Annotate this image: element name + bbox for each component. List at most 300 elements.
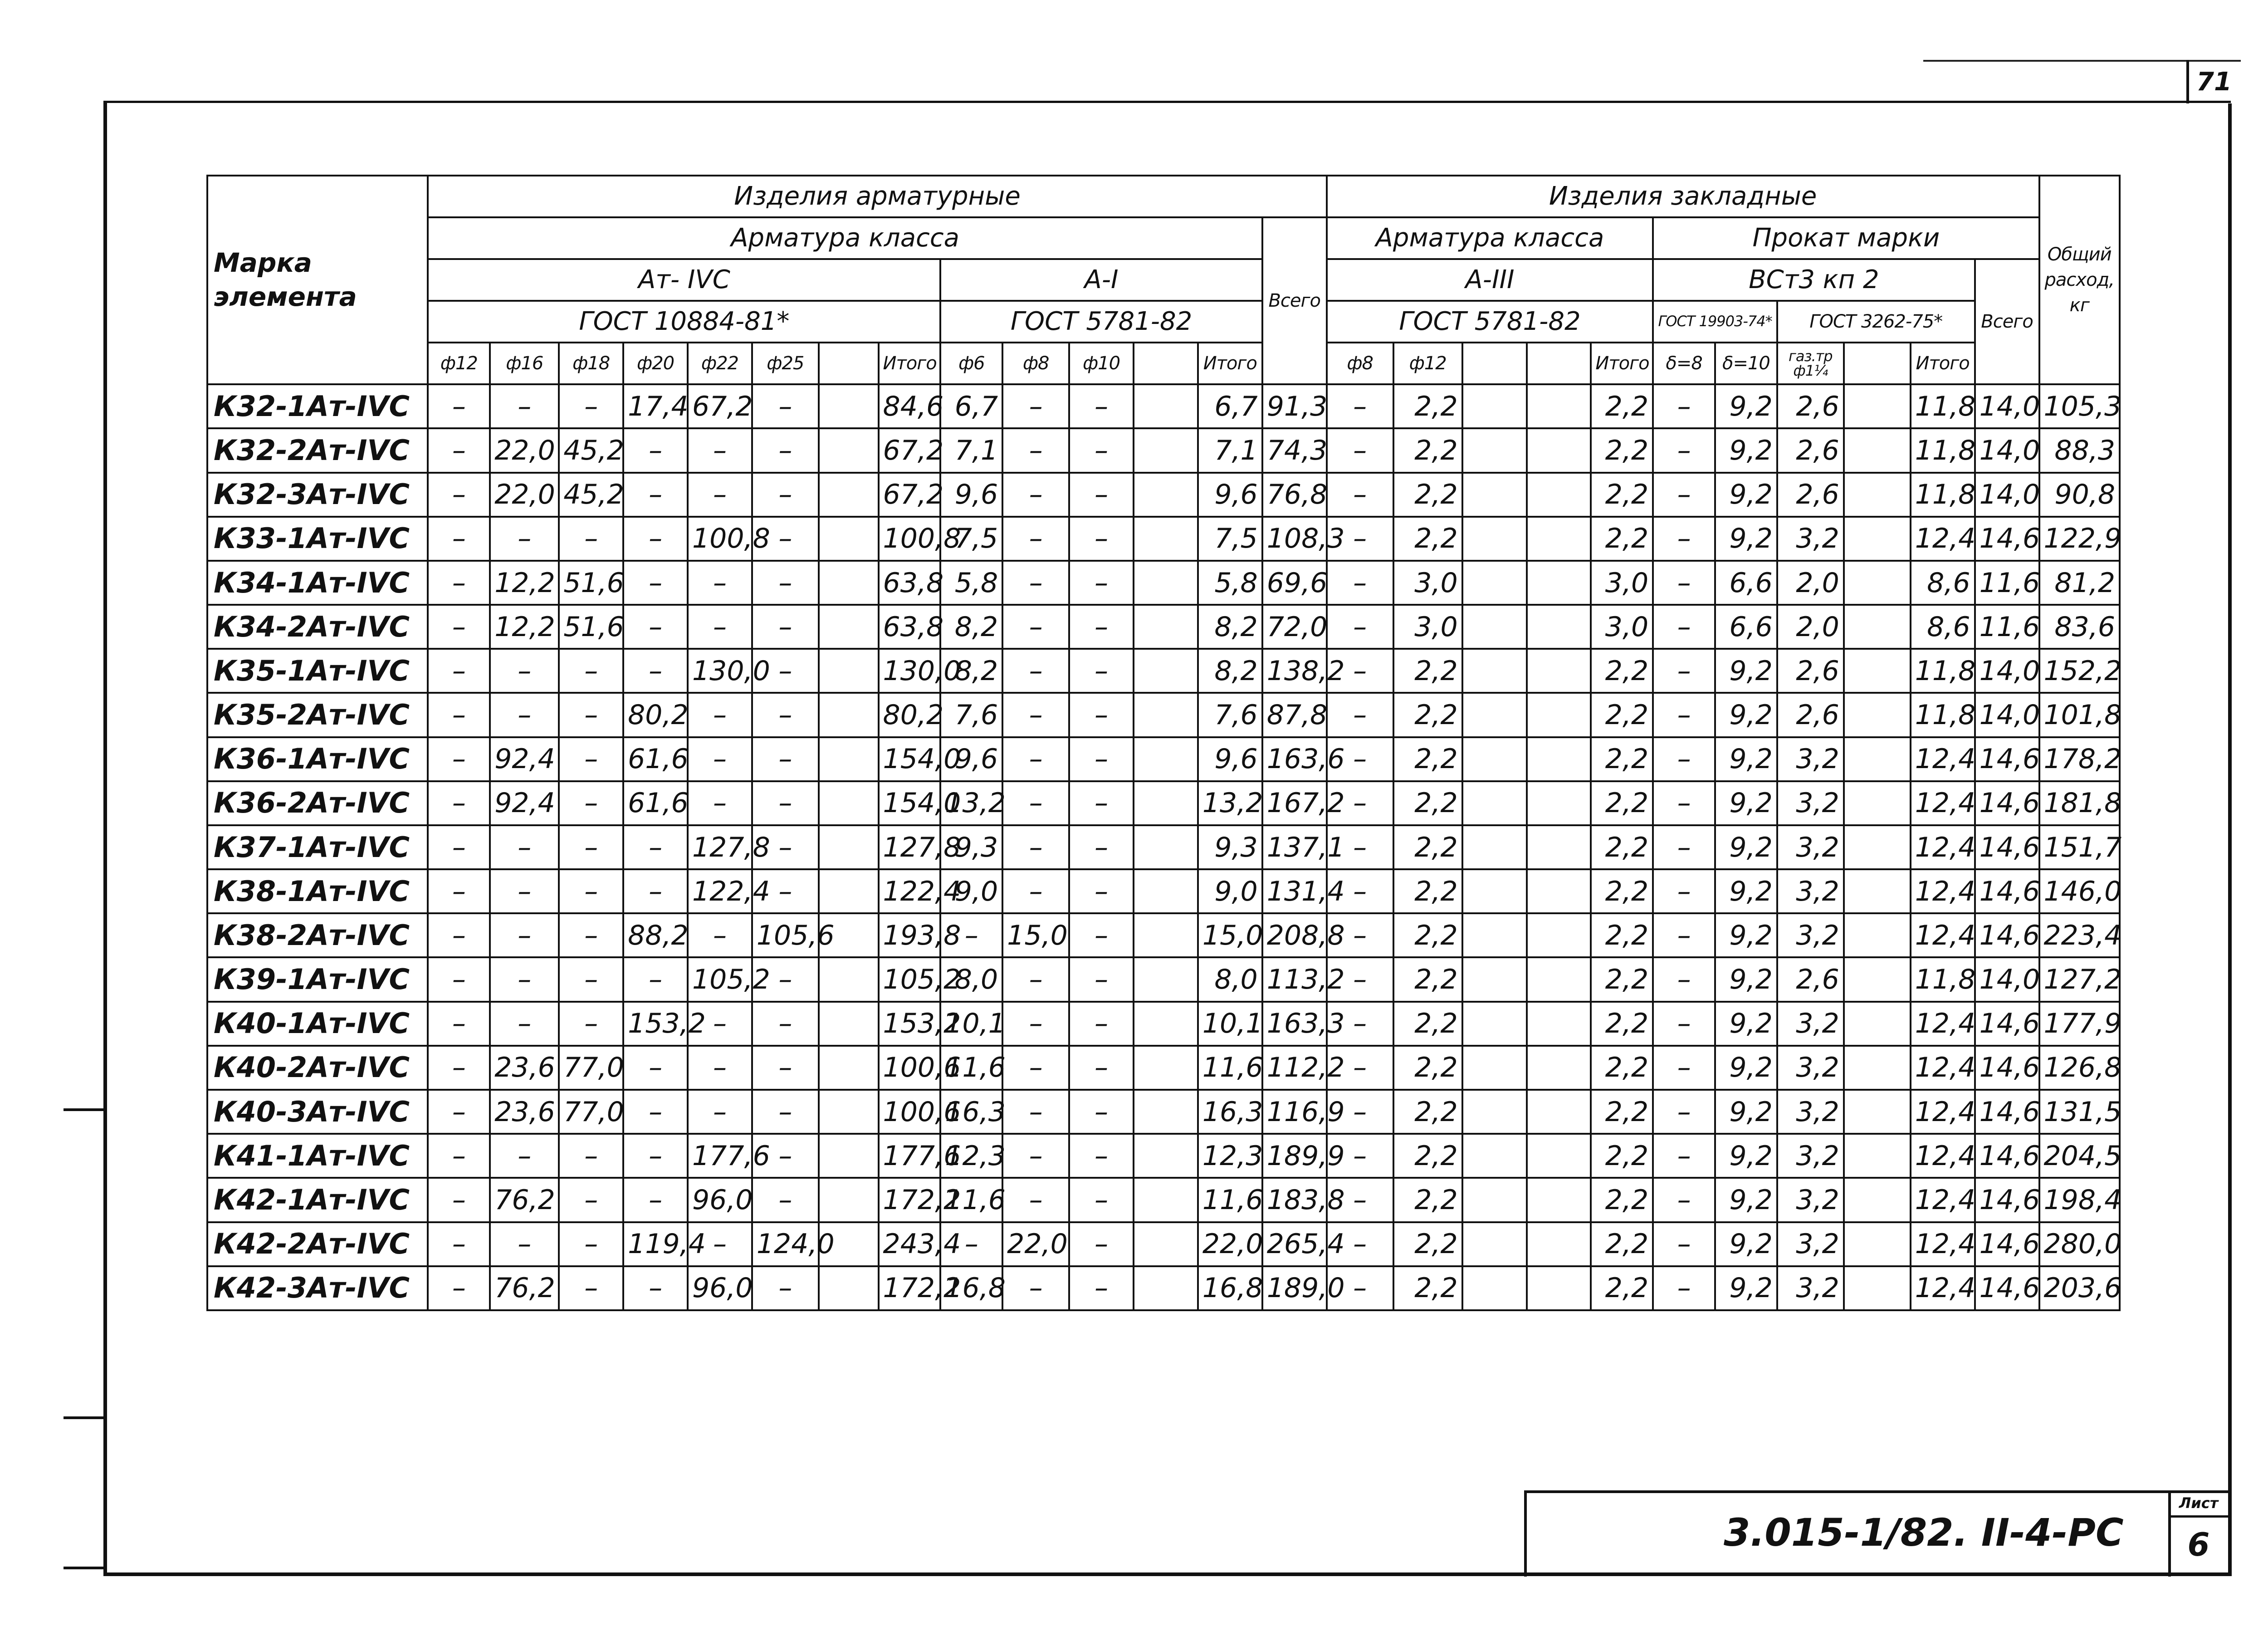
table-cell xyxy=(1844,1046,1911,1090)
table-cell: 9,2 xyxy=(1715,1002,1777,1046)
table-cell: 77,0 xyxy=(559,1046,623,1090)
table-cell xyxy=(1844,825,1911,869)
table-cell: 9,2 xyxy=(1715,517,1777,561)
table-cell: 8,2 xyxy=(940,605,1002,649)
table-cell xyxy=(1462,649,1527,693)
table-cell: – xyxy=(1653,737,1715,781)
header-rebar-class-embedded: Арматура класса xyxy=(1327,217,1653,259)
table-cell xyxy=(819,781,879,825)
table-cell: – xyxy=(1069,1266,1134,1310)
table-cell: – xyxy=(428,473,490,517)
table-cell: 12,4 xyxy=(1911,781,1975,825)
table-cell: 2,2 xyxy=(1393,473,1462,517)
table-cell: 3,2 xyxy=(1777,825,1844,869)
table-cell: 2,2 xyxy=(1393,1134,1462,1178)
table-cell: – xyxy=(1002,1090,1069,1134)
table-cell xyxy=(1527,693,1591,737)
table-cell: 9,2 xyxy=(1715,737,1777,781)
sub-header-pipe: Итого xyxy=(1911,343,1975,384)
table-cell: 8,0 xyxy=(940,957,1002,1001)
table-cell xyxy=(1134,1178,1198,1222)
table-cell: 280,0 xyxy=(2039,1222,2120,1266)
table-cell: 2,2 xyxy=(1591,428,1653,472)
table-cell: – xyxy=(688,693,752,737)
table-cell: – xyxy=(1653,384,1715,428)
table-cell: 137,1 xyxy=(1262,825,1327,869)
table-cell: – xyxy=(1653,693,1715,737)
table-row xyxy=(207,649,2120,693)
table-cell: – xyxy=(623,1266,688,1310)
table-cell: – xyxy=(1653,1266,1715,1310)
table-cell: 130,0 xyxy=(688,649,752,693)
table-cell: 96,0 xyxy=(688,1266,752,1310)
table-cell: – xyxy=(1653,913,1715,957)
table-cell xyxy=(1134,1002,1198,1046)
table-cell: – xyxy=(1327,473,1393,517)
table-cell: – xyxy=(1653,1002,1715,1046)
table-cell: 178,2 xyxy=(2039,737,2120,781)
table-cell: – xyxy=(1327,869,1393,913)
table-cell: 2,2 xyxy=(1393,517,1462,561)
table-cell: 14,6 xyxy=(1975,825,2039,869)
table-cell: – xyxy=(490,1002,559,1046)
table-cell: – xyxy=(1653,605,1715,649)
table-cell: 9,2 xyxy=(1715,1090,1777,1134)
table-cell xyxy=(1134,781,1198,825)
table-row xyxy=(207,825,2120,869)
table-cell: – xyxy=(1069,781,1134,825)
table-cell: – xyxy=(623,869,688,913)
table-cell xyxy=(1527,1046,1591,1090)
table-cell: – xyxy=(688,1222,752,1266)
table-cell xyxy=(819,649,879,693)
table-cell: 51,6 xyxy=(559,561,623,605)
table-cell xyxy=(1527,913,1591,957)
table-cell: 12,4 xyxy=(1911,1002,1975,1046)
table-cell: – xyxy=(428,1178,490,1222)
table-cell: 2,2 xyxy=(1393,913,1462,957)
table-cell: 8,6 xyxy=(1911,605,1975,649)
table-cell: 2,6 xyxy=(1777,428,1844,472)
table-cell: 112,2 xyxy=(1262,1046,1327,1090)
table-cell: – xyxy=(490,1222,559,1266)
table-cell: 2,2 xyxy=(1393,1222,1462,1266)
element-mark: К40-1Ат-IVС xyxy=(207,1002,428,1046)
table-cell: 131,4 xyxy=(1262,869,1327,913)
table-cell: – xyxy=(428,605,490,649)
table-cell xyxy=(1844,913,1911,957)
table-cell: 14,6 xyxy=(1975,869,2039,913)
table-cell: 113,2 xyxy=(1262,957,1327,1001)
table-cell: 11,6 xyxy=(940,1046,1002,1090)
table-cell: 14,6 xyxy=(1975,737,2039,781)
table-cell: 3,2 xyxy=(1777,1178,1844,1222)
table-cell: – xyxy=(490,517,559,561)
table-cell: 72,0 xyxy=(1262,605,1327,649)
table-cell: 12,4 xyxy=(1911,1046,1975,1090)
table-cell: 61,6 xyxy=(623,781,688,825)
table-cell: 92,4 xyxy=(490,737,559,781)
table-cell: – xyxy=(1327,517,1393,561)
table-cell: 11,8 xyxy=(1911,649,1975,693)
table-cell: 14,0 xyxy=(1975,957,2039,1001)
table-cell: 152,2 xyxy=(2039,649,2120,693)
table-cell: 12,4 xyxy=(1911,1266,1975,1310)
table-cell: – xyxy=(623,1178,688,1222)
table-cell: – xyxy=(1653,1222,1715,1266)
table-cell: – xyxy=(428,913,490,957)
sub-header-at: Итого xyxy=(879,343,941,384)
element-mark: К37-1Ат-IVС xyxy=(207,825,428,869)
table-cell xyxy=(1527,1134,1591,1178)
sub-header-a1: ф10 xyxy=(1069,343,1134,384)
table-cell: 11,8 xyxy=(1911,428,1975,472)
table-cell: 2,2 xyxy=(1393,1266,1462,1310)
table-cell: – xyxy=(688,605,752,649)
table-cell: 74,3 xyxy=(1262,428,1327,472)
sub-header-pipe: газ.тр ф1¼ xyxy=(1777,343,1844,384)
table-cell: – xyxy=(1002,473,1069,517)
table-cell: – xyxy=(559,649,623,693)
table-cell: – xyxy=(752,428,819,472)
table-cell: 9,2 xyxy=(1715,473,1777,517)
header-class-at: Ат- IVС xyxy=(428,259,940,301)
element-mark: К33-1Ат-IVС xyxy=(207,517,428,561)
table-cell: 2,2 xyxy=(1591,693,1653,737)
table-cell: – xyxy=(428,1266,490,1310)
table-cell: 76,2 xyxy=(490,1178,559,1222)
table-cell: 265,4 xyxy=(1262,1222,1327,1266)
table-cell: – xyxy=(428,561,490,605)
table-cell: 3,0 xyxy=(1591,561,1653,605)
table-cell xyxy=(1844,384,1911,428)
table-cell: 100,8 xyxy=(879,517,941,561)
table-cell: – xyxy=(1069,869,1134,913)
table-cell xyxy=(1134,869,1198,913)
table-cell: – xyxy=(1327,1046,1393,1090)
table-cell: – xyxy=(1069,1002,1134,1046)
table-cell: – xyxy=(559,869,623,913)
table-cell: 2,2 xyxy=(1591,1178,1653,1222)
sheet-cell-number: 6 xyxy=(2187,1526,2210,1563)
table-cell: 183,8 xyxy=(1262,1178,1327,1222)
table-cell: – xyxy=(752,737,819,781)
table-cell: – xyxy=(428,428,490,472)
table-row xyxy=(207,428,2120,472)
element-mark: К42-1Ат-IVС xyxy=(207,1178,428,1222)
table-cell: 138,2 xyxy=(1262,649,1327,693)
table-cell: – xyxy=(559,737,623,781)
table-cell xyxy=(1844,1002,1911,1046)
table-cell: – xyxy=(688,561,752,605)
table-cell: 100,6 xyxy=(879,1090,941,1134)
table-cell xyxy=(1134,913,1198,957)
table-cell: 2,6 xyxy=(1777,693,1844,737)
frame-right-edge xyxy=(2228,103,2232,1576)
table-cell: 22,0 xyxy=(490,428,559,472)
table-cell: 2,2 xyxy=(1393,428,1462,472)
header-gost-at: ГОСТ 10884-81* xyxy=(428,301,940,343)
table-cell: 11,6 xyxy=(1975,561,2039,605)
table-cell: 61,6 xyxy=(623,737,688,781)
table-cell: 51,6 xyxy=(559,605,623,649)
table-cell: – xyxy=(559,517,623,561)
table-cell: 14,6 xyxy=(1975,1266,2039,1310)
table-cell: 3,2 xyxy=(1777,1222,1844,1266)
table-cell: – xyxy=(623,957,688,1001)
table-cell: – xyxy=(1069,1090,1134,1134)
table-cell: – xyxy=(428,1090,490,1134)
table-cell: – xyxy=(1069,825,1134,869)
table-cell: – xyxy=(428,781,490,825)
table-cell: 12,3 xyxy=(940,1134,1002,1178)
sub-header-a3: Итого xyxy=(1591,343,1653,384)
table-cell: 6,7 xyxy=(940,384,1002,428)
header-gost-3262: ГОСТ 3262-75* xyxy=(1777,301,1975,343)
table-cell: – xyxy=(1069,693,1134,737)
table-row xyxy=(207,957,2120,1001)
table-cell: – xyxy=(1069,1134,1134,1178)
header-gost-a3: ГОСТ 5781-82 xyxy=(1327,301,1653,343)
table-cell xyxy=(1462,957,1527,1001)
table-cell xyxy=(1134,1134,1198,1178)
table-cell: – xyxy=(1069,517,1134,561)
table-cell: – xyxy=(1327,1178,1393,1222)
table-cell: – xyxy=(1002,1002,1069,1046)
table-cell: 3,2 xyxy=(1777,1046,1844,1090)
table-cell xyxy=(819,384,879,428)
table-cell: 2,2 xyxy=(1591,869,1653,913)
table-cell: 177,6 xyxy=(688,1134,752,1178)
table-cell: – xyxy=(1069,957,1134,1001)
table-cell: 9,6 xyxy=(1198,737,1262,781)
table-cell: – xyxy=(1327,957,1393,1001)
table-cell: 151,7 xyxy=(2039,825,2120,869)
margin-tick xyxy=(64,1567,104,1569)
table-cell: 127,8 xyxy=(879,825,941,869)
table-cell xyxy=(1462,1090,1527,1134)
table-cell xyxy=(1134,737,1198,781)
table-row xyxy=(207,913,2120,957)
table-cell: – xyxy=(623,561,688,605)
header-rebar-class: Арматура класса xyxy=(428,217,1262,259)
table-cell: 16,3 xyxy=(940,1090,1002,1134)
table-cell xyxy=(1844,1266,1911,1310)
table-cell xyxy=(1462,561,1527,605)
table-cell: 101,8 xyxy=(2039,693,2120,737)
table-cell: 5,8 xyxy=(940,561,1002,605)
table-cell: 96,0 xyxy=(688,1178,752,1222)
table-cell: – xyxy=(940,913,1002,957)
table-cell: 14,6 xyxy=(1975,1002,2039,1046)
table-cell: – xyxy=(1069,737,1134,781)
table-cell: – xyxy=(752,1090,819,1134)
table-cell: 9,2 xyxy=(1715,869,1777,913)
table-cell xyxy=(819,561,879,605)
element-mark: К38-2Ат-IVС xyxy=(207,913,428,957)
sub-header-at: ф25 xyxy=(752,343,819,384)
table-cell: 122,9 xyxy=(2039,517,2120,561)
table-cell xyxy=(1134,825,1198,869)
table-cell: 2,2 xyxy=(1591,1090,1653,1134)
table-cell: – xyxy=(623,517,688,561)
table-cell xyxy=(1462,913,1527,957)
table-cell: – xyxy=(1327,693,1393,737)
table-cell: – xyxy=(559,781,623,825)
table-cell: 2,2 xyxy=(1591,649,1653,693)
table-cell: – xyxy=(559,913,623,957)
table-cell xyxy=(1844,473,1911,517)
table-row xyxy=(207,473,2120,517)
table-cell: 2,2 xyxy=(1591,737,1653,781)
table-cell: 12,4 xyxy=(1911,517,1975,561)
table-cell: 2,2 xyxy=(1591,1002,1653,1046)
table-cell: – xyxy=(559,1178,623,1222)
table-cell xyxy=(1462,781,1527,825)
table-cell: 3,2 xyxy=(1777,1134,1844,1178)
table-cell: 91,3 xyxy=(1262,384,1327,428)
table-cell: 14,6 xyxy=(1975,781,2039,825)
table-cell: 23,6 xyxy=(490,1046,559,1090)
table-cell xyxy=(1134,473,1198,517)
table-row xyxy=(207,781,2120,825)
table-cell: – xyxy=(623,825,688,869)
table-cell: – xyxy=(752,1178,819,1222)
table-row xyxy=(207,1002,2120,1046)
table-cell: 14,0 xyxy=(1975,428,2039,472)
table-cell xyxy=(1462,1266,1527,1310)
table-cell: – xyxy=(428,693,490,737)
table-cell: 9,6 xyxy=(940,737,1002,781)
table-cell: – xyxy=(428,1222,490,1266)
table-cell: – xyxy=(1069,1222,1134,1266)
table-cell: 92,4 xyxy=(490,781,559,825)
table-cell: 22,0 xyxy=(1198,1222,1262,1266)
table-row xyxy=(207,1266,2120,1310)
table-cell xyxy=(1527,869,1591,913)
table-cell: – xyxy=(1069,1046,1134,1090)
table-cell: 14,6 xyxy=(1975,517,2039,561)
element-mark: К41-1Ат-IVС xyxy=(207,1134,428,1178)
table-cell: – xyxy=(428,517,490,561)
element-mark: К36-1Ат-IVС xyxy=(207,737,428,781)
table-cell: – xyxy=(490,869,559,913)
table-cell: 3,2 xyxy=(1777,1090,1844,1134)
table-cell xyxy=(1844,605,1911,649)
table-cell: – xyxy=(752,1046,819,1090)
table-cell: – xyxy=(1653,1134,1715,1178)
table-cell: 2,2 xyxy=(1393,737,1462,781)
table-cell: 9,6 xyxy=(1198,473,1262,517)
table-cell: 2,2 xyxy=(1591,1222,1653,1266)
table-cell: – xyxy=(752,473,819,517)
table-cell: – xyxy=(752,517,819,561)
table-cell xyxy=(1134,957,1198,1001)
table-cell: 3,0 xyxy=(1591,605,1653,649)
table-cell: 12,4 xyxy=(1911,1178,1975,1222)
table-cell xyxy=(1844,1134,1911,1178)
table-cell: 2,2 xyxy=(1591,913,1653,957)
table-cell: 13,2 xyxy=(940,781,1002,825)
table-cell: – xyxy=(1327,428,1393,472)
table-cell: – xyxy=(623,605,688,649)
table-cell xyxy=(1844,428,1911,472)
table-cell: – xyxy=(1653,1046,1715,1090)
table-cell xyxy=(1527,957,1591,1001)
table-cell: 2,6 xyxy=(1777,649,1844,693)
table-cell xyxy=(819,428,879,472)
table-cell: 16,8 xyxy=(1198,1266,1262,1310)
table-cell xyxy=(819,693,879,737)
table-cell: 2,2 xyxy=(1591,957,1653,1001)
table-cell xyxy=(1527,1222,1591,1266)
table-cell: 69,6 xyxy=(1262,561,1327,605)
table-cell xyxy=(1462,869,1527,913)
table-cell: – xyxy=(1002,1266,1069,1310)
sub-header-a1: Итого xyxy=(1198,343,1262,384)
table-cell: 7,5 xyxy=(940,517,1002,561)
table-cell: – xyxy=(752,561,819,605)
table-cell: 7,5 xyxy=(1198,517,1262,561)
table-cell: 63,8 xyxy=(879,561,941,605)
table-cell: 3,2 xyxy=(1777,517,1844,561)
table-cell: – xyxy=(752,1134,819,1178)
table-cell xyxy=(1134,428,1198,472)
table-cell: – xyxy=(1327,1266,1393,1310)
table-cell: 2,2 xyxy=(1393,649,1462,693)
table-cell: – xyxy=(1327,561,1393,605)
table-cell: 172,2 xyxy=(879,1178,941,1222)
table-cell: – xyxy=(1327,1222,1393,1266)
table-cell xyxy=(1134,605,1198,649)
table-cell: 6,6 xyxy=(1715,561,1777,605)
table-cell: 2,2 xyxy=(1393,1046,1462,1090)
header-gost-a1: ГОСТ 5781-82 xyxy=(940,301,1262,343)
table-cell: 243,4 xyxy=(879,1222,941,1266)
table-cell: – xyxy=(752,1002,819,1046)
table-cell: – xyxy=(688,1090,752,1134)
table-cell xyxy=(1462,1222,1527,1266)
table-cell: – xyxy=(559,693,623,737)
table-cell: – xyxy=(428,384,490,428)
table-cell: – xyxy=(688,428,752,472)
table-cell: 9,6 xyxy=(940,473,1002,517)
header-overall: Общий расход, кг xyxy=(2039,176,2120,384)
table-cell: – xyxy=(559,1222,623,1266)
table-cell: 12,4 xyxy=(1911,737,1975,781)
table-cell: – xyxy=(752,384,819,428)
table-row xyxy=(207,1090,2120,1134)
element-mark: К34-2Ат-IVС xyxy=(207,605,428,649)
table-cell: 177,6 xyxy=(879,1134,941,1178)
table-cell: – xyxy=(1002,384,1069,428)
table-cell: 5,8 xyxy=(1198,561,1262,605)
table-cell: – xyxy=(1069,473,1134,517)
table-cell: 105,2 xyxy=(879,957,941,1001)
table-cell: – xyxy=(1002,957,1069,1001)
table-row xyxy=(207,693,2120,737)
table-cell: 2,2 xyxy=(1591,781,1653,825)
table-cell: 11,6 xyxy=(1198,1046,1262,1090)
table-row xyxy=(207,384,2120,428)
table-cell: – xyxy=(428,1046,490,1090)
table-cell: 12,4 xyxy=(1911,869,1975,913)
table-cell: – xyxy=(1327,649,1393,693)
table-cell: 83,6 xyxy=(2039,605,2120,649)
table-cell: – xyxy=(752,781,819,825)
table-cell: 3,2 xyxy=(1777,869,1844,913)
table-cell: 124,0 xyxy=(752,1222,819,1266)
